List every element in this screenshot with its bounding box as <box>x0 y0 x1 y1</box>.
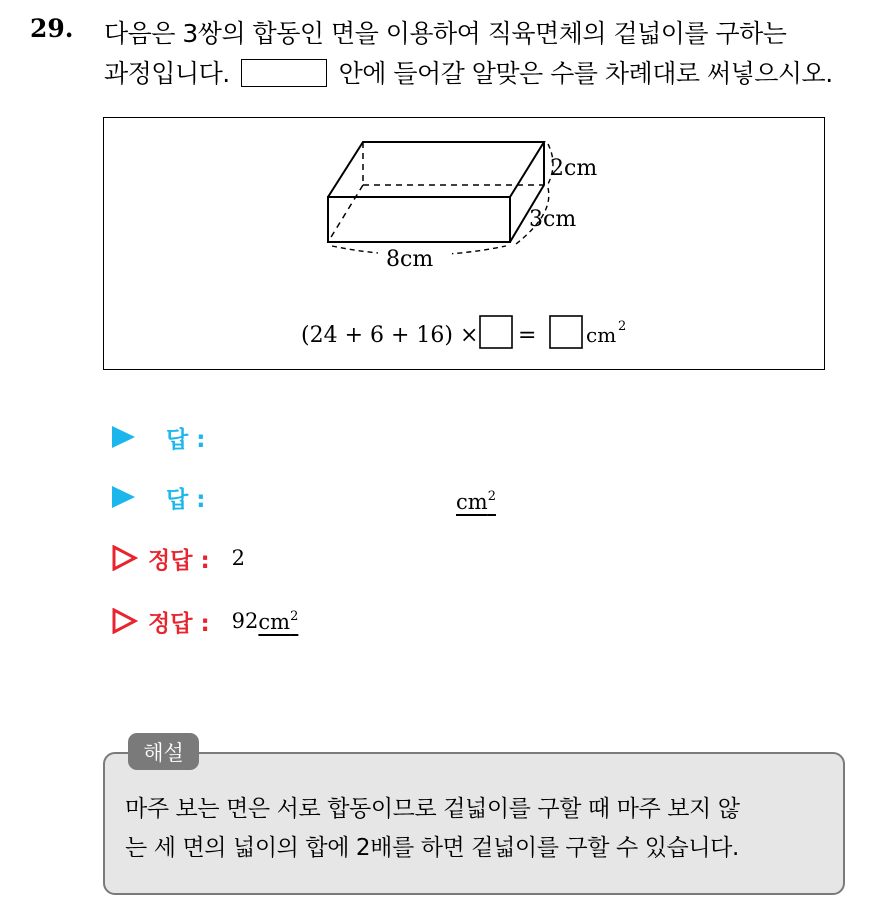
answer-label: 답 : <box>166 486 206 513</box>
question-number: 29. <box>30 14 74 43</box>
correct-row-2 <box>112 604 298 638</box>
play-triangle-icon <box>112 485 136 509</box>
formula-blank-2 <box>550 316 582 348</box>
explanation-tab: 해설 <box>128 733 199 770</box>
cuboid-figure <box>104 118 826 371</box>
label-width: 8cm <box>386 247 434 272</box>
correct-unit: $cm^2$ <box>258 608 299 634</box>
explanation-box <box>103 752 845 895</box>
formula-exponent: 2 <box>618 319 627 334</box>
dimension-curves <box>332 144 553 255</box>
correct-value: 92 <box>231 609 259 633</box>
question-line-2-start: 과정입니다. <box>104 59 230 88</box>
explanation-line-1: 마주 보는 면은 서로 합동이므로 겉넓이를 구할 때 마주 보지 않 <box>125 796 740 822</box>
triangle-outline-icon <box>112 545 138 571</box>
play-triangle-icon <box>112 425 136 449</box>
question-line-1: 다음은 3쌍의 합동인 면을 이용하여 직육면체의 겉넓이를 구하는 <box>104 19 787 48</box>
correct-value: 2 <box>231 546 246 570</box>
cuboid-hidden-edges <box>328 142 544 242</box>
triangle-outline-icon <box>112 608 138 634</box>
formula-left: (24 + 6 + 16) × <box>301 323 479 348</box>
question-line-2-end: 안에 들어갈 알맞은 수를 차례대로 써넣으시오. <box>338 59 833 88</box>
blank-box-icon <box>241 59 327 87</box>
label-depth: 3cm <box>529 207 577 232</box>
formula-blank-1 <box>480 316 512 348</box>
answer-row-2 <box>112 480 227 514</box>
figure-box <box>103 117 825 370</box>
cuboid-front-face <box>328 197 510 242</box>
label-height: 2cm <box>550 156 598 181</box>
formula-unit: cm <box>586 323 617 347</box>
correct-label: 정답 : <box>148 547 210 574</box>
question-line-2 <box>104 54 833 90</box>
answer-row-1 <box>112 420 227 454</box>
answer-unit: $cm^2$ <box>456 489 496 514</box>
answer-label: 답 : <box>166 426 206 453</box>
correct-label: 정답 : <box>148 610 210 637</box>
correct-row-1 <box>112 541 245 575</box>
explanation-line-2: 는 세 면의 넓이의 합에 2배를 하면 겉넓이를 구할 수 있습니다. <box>125 835 739 861</box>
formula-equals: = <box>518 323 537 348</box>
